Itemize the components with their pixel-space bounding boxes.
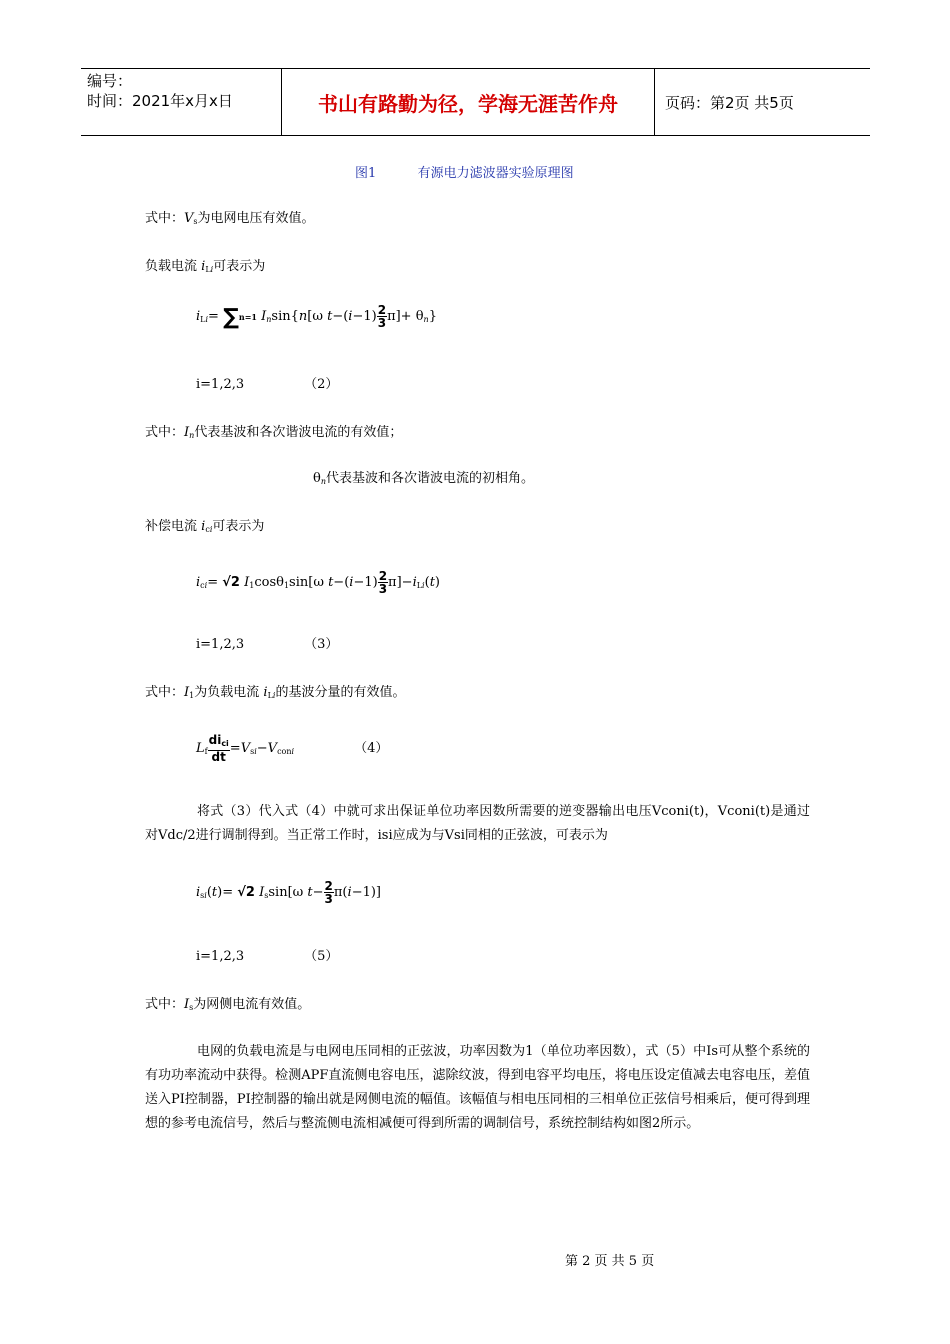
load-current-intro: 负载电流 $i_{Li}$可表示为 bbox=[145, 259, 266, 274]
equation-5-range: i=1,2,3 （5） bbox=[196, 949, 339, 964]
doc-number-label: 编号： bbox=[87, 72, 133, 90]
paragraph-2: 电网的负载电流是与电网电压同相的正弦波，功率因数为1（单位功率因数），式（5）中Is可从整个系统的有功功率流动中获得。检测APF直流侧电容电压，滤除纹波，得到电容平均电压，将电压设定值减去电容电压，差值送入PI控制器，PI控制器的输出就是网侧电流的幅值。该幅值与相电压同相的三相单位正弦信号相乘后，便可得到理想的参考电流信号，然后与整流侧电流相减便可得到所需的调制信号，系统控制结构如图2所示。 bbox=[145, 1044, 810, 1131]
equation-4: $L_f$ $\frac{di_{ci}}{dt}$ $=V_{si}-V_{coni}$ （4） bbox=[196, 733, 389, 764]
equation-5: $i_{si}(t)= √2$ $I_s\sin[\omega$ t− $\frac{2}{3}$ π(i−1)] bbox=[196, 879, 381, 906]
theta-definition: $\theta_n$代表基波和各次谐波电流的初相角。 bbox=[313, 471, 534, 486]
equation-3: $i_{ci}= √2$ $I_1\cos\theta_1\sin[\omega$ t−(i−1) $\frac{2}{3}$ $\pi]-i_{Li}(t)$ bbox=[196, 569, 440, 596]
header-motto: 书山有路勤为径，学海无涯苦作舟 bbox=[282, 69, 655, 135]
figure-caption: 图1 有源电力滤波器实验原理图 bbox=[355, 166, 574, 181]
i1-definition: 式中：$I_1$为负载电流 $i_{Li}$的基波分量的有效值。 bbox=[145, 685, 406, 700]
page-header bbox=[81, 68, 870, 136]
equation-3-range: i=1,2,3 （3） bbox=[196, 637, 339, 652]
equation-2-range: i=1,2,3 （2） bbox=[196, 377, 339, 392]
header-meta bbox=[81, 69, 282, 135]
comp-current-intro: 补偿电流 $i_{ci}$可表示为 bbox=[145, 519, 265, 534]
header-page-info: 页码：第2页 共5页 bbox=[665, 93, 794, 112]
paragraph-1: 将式（3）代入式（4）中就可求出保证单位功率因数所需要的逆变器输出电压Vconi(t)，Vconi(t)是通过对Vdc/2进行调制得到。当正常工作时，isi应成为与Vsi同相的正弦波，可表示为 bbox=[145, 804, 810, 843]
page-footer: 第 2 页 共 5 页 bbox=[565, 1254, 655, 1269]
vs-definition: 式中：$V_s$为电网电压有效值。 bbox=[145, 211, 315, 226]
equation-2: $i_{Li}= \sum n=1$ $I_n\sin\{n[\omega$ t−(i−1) $\frac{2}{3}$ $\pi]+ \theta_n$} bbox=[196, 303, 437, 330]
in-definition: 式中：$I_n$代表基波和各次谐波电流的有效值； bbox=[145, 425, 403, 440]
doc-date-label: 时间：2021年x月x日 bbox=[87, 92, 233, 110]
is-definition: 式中：$I_s$为网侧电流有效值。 bbox=[145, 997, 311, 1012]
